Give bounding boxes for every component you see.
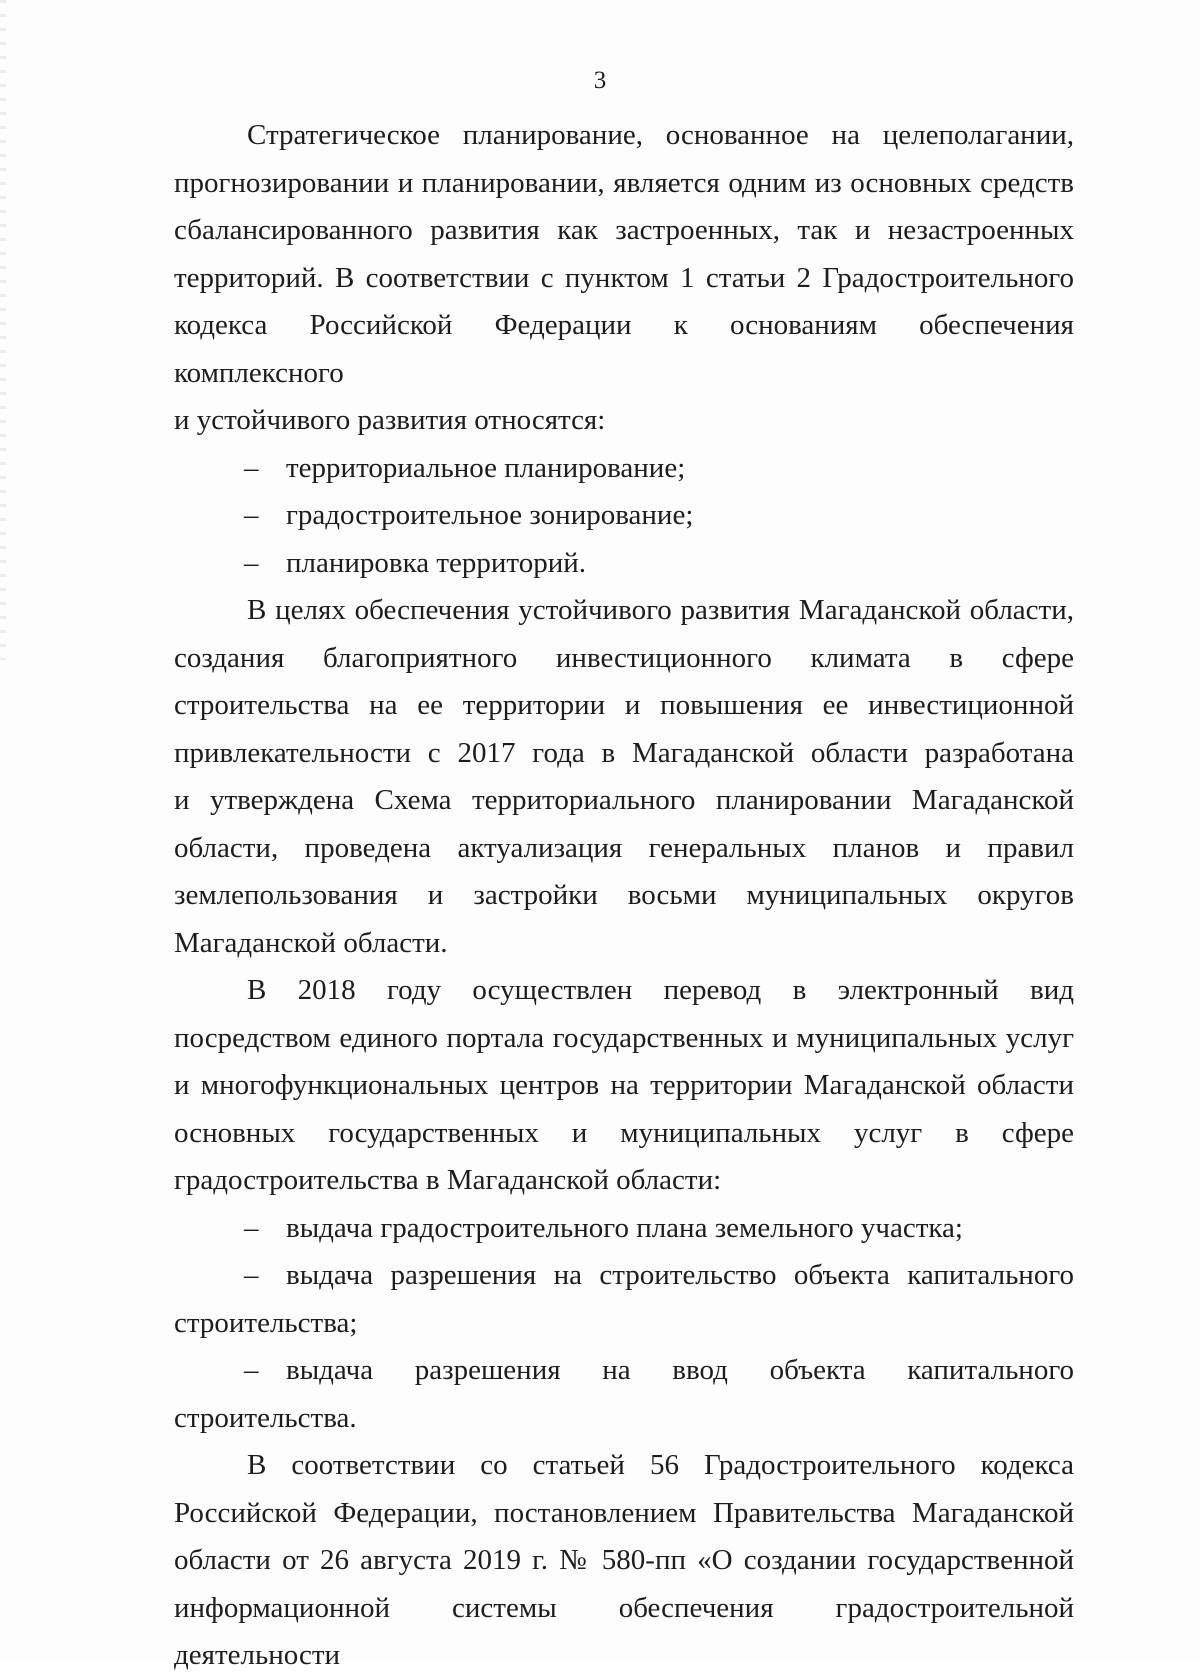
- text-line: области, проведена актуализация генеральных планов и правил: [174, 831, 1074, 864]
- list-item-text: выдача разрешения на строительство объекта капитального: [286, 1259, 1074, 1291]
- list-item-text: выдача разрешения на ввод объекта капитального строительства.: [174, 1354, 1074, 1434]
- list-item-text: выдача градостроительного плана земельного участка;: [286, 1211, 963, 1244]
- document-body: [174, 112, 1074, 1680]
- list-item: [174, 1347, 1074, 1442]
- list-item: [174, 540, 1074, 588]
- scan-edge-marks: [0, 0, 6, 660]
- dash-marker: –: [244, 1354, 259, 1386]
- text-line: привлекательности с 2017 года в Магаданской области разработана: [174, 736, 1074, 769]
- list-item-text: планировка территорий.: [286, 546, 587, 579]
- text-line: и многофункциональных центров на территории Магаданской области: [174, 1069, 1074, 1101]
- text-line: сбалансированного развития как застроенных, так и незастроенных: [174, 214, 1074, 246]
- text-line: строительства на ее территории и повышения ее инвестиционной: [174, 689, 1074, 721]
- dash-marker: –: [244, 499, 259, 531]
- list-item: [174, 1252, 1074, 1300]
- list-services: [174, 1205, 1074, 1443]
- text-line: и устойчивого развития относятся:: [174, 404, 606, 436]
- text-line: землепользования и застройки восьми муниципальных округов: [174, 879, 1074, 911]
- list-item: [174, 445, 1074, 493]
- dash-marker: –: [244, 451, 259, 484]
- list-item-text: градостроительное зонирование;: [286, 499, 694, 531]
- text-line: кодекса Российской Федерации к основаниям обеспечения комплексного: [174, 309, 1074, 389]
- list-item: [174, 1205, 1074, 1253]
- text-line: В соответствии со статьей 56 Градостроительного кодекса: [247, 1449, 1074, 1481]
- text-line: Магаданской области.: [174, 926, 448, 959]
- text-line: области от 26 августа 2019 г. № 580-пп «О создании государственной: [174, 1544, 1074, 1576]
- text-line: и утверждена Схема территориального планировании Магаданской: [174, 784, 1074, 816]
- paragraph-electronic-services: [174, 967, 1074, 1205]
- text-line: посредством единого портала государственных и муниципальных услуг: [174, 1021, 1074, 1054]
- list-item-text: территориальное планирование;: [286, 451, 686, 484]
- list-item: [174, 492, 1074, 540]
- dash-marker: –: [244, 1259, 259, 1291]
- text-line: Российской Федерации, постановлением Правительства Магаданской: [174, 1496, 1074, 1529]
- text-line: В 2018 году осуществлен перевод в электронный вид: [247, 974, 1074, 1006]
- text-line: создания благоприятного инвестиционного климата в сфере: [174, 641, 1074, 674]
- text-line: территорий. В соответствии с пунктом 1 статьи 2 Градостроительного: [174, 261, 1074, 294]
- text-line: В целях обеспечения устойчивого развития Магаданской области,: [247, 594, 1074, 626]
- text-line: информационной системы обеспечения градостроительной деятельности: [174, 1591, 1074, 1671]
- paragraph-sustainable-development: [174, 587, 1074, 967]
- text-line: прогнозировании и планировании, является одним из основных средств: [174, 166, 1074, 199]
- paragraph-strategic-planning: [174, 112, 1074, 445]
- dash-marker: –: [244, 546, 259, 579]
- list-item-continuation: строительства;: [174, 1306, 358, 1339]
- text-line: Стратегическое планирование, основанное на целеполагании,: [247, 119, 1074, 151]
- paragraph-article-56: [174, 1442, 1074, 1680]
- dash-marker: –: [244, 1211, 259, 1244]
- text-line: основных государственных и муниципальных услуг в сфере: [174, 1116, 1074, 1149]
- page-number: 3: [593, 67, 607, 94]
- list-development-grounds: [174, 445, 1074, 588]
- text-line: градостроительства в Магаданской области:: [174, 1164, 722, 1196]
